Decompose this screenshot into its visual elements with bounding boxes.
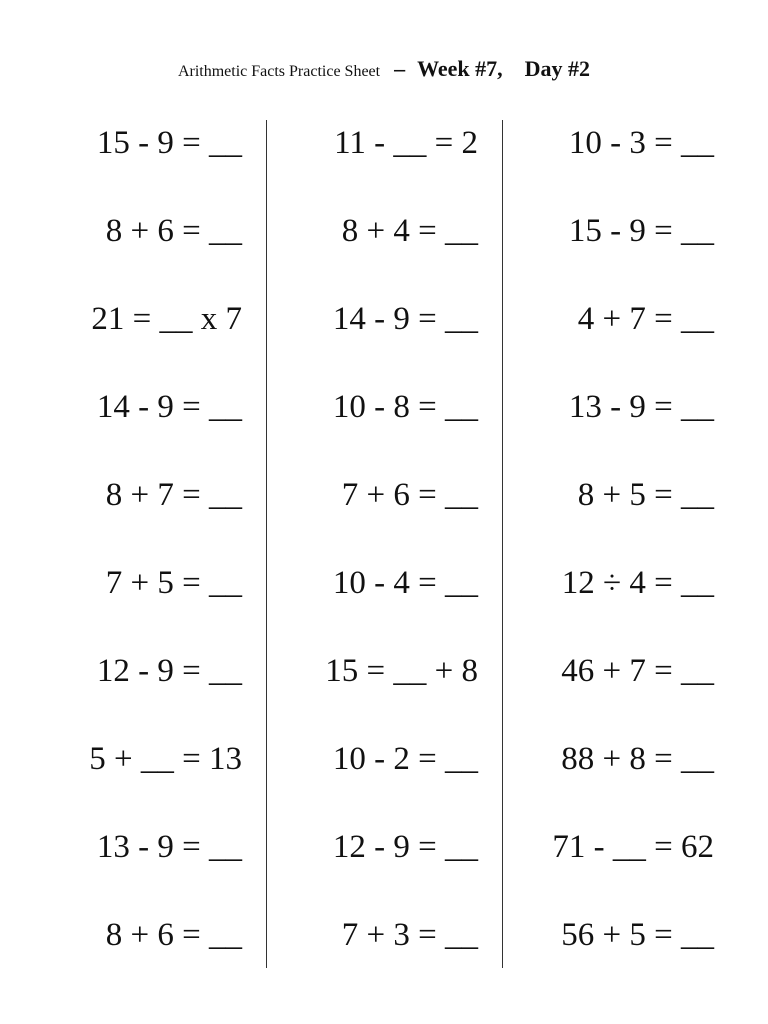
problem: 56 + 5 = __ — [561, 917, 714, 953]
problem: 13 - 9 = __ — [568, 389, 714, 425]
problem: 10 - 4 = __ — [332, 565, 478, 601]
worksheet-title: Arithmetic Facts Practice Sheet — [177, 63, 381, 80]
problem: 14 - 9 = __ — [96, 389, 242, 425]
problem: 12 - 9 = __ — [332, 829, 478, 865]
header-dash: – — [394, 56, 406, 81]
problem: 12 - 9 = __ — [96, 653, 242, 689]
problem: 8 + 6 = __ — [105, 213, 242, 249]
problem: 46 + 7 = __ — [561, 653, 714, 689]
problem: 10 - 8 = __ — [332, 389, 478, 425]
day-label: Day #2 — [524, 56, 591, 81]
problem-column-3 — [484, 118, 714, 998]
problem: 4 + 7 = __ — [577, 301, 714, 337]
problem-column-1 — [12, 118, 242, 998]
worksheet-header — [0, 56, 768, 82]
problem: 15 = __ + 8 — [325, 653, 478, 689]
problem: 12 ÷ 4 = __ — [561, 565, 714, 601]
problem: 13 - 9 = __ — [96, 829, 242, 865]
problem: 8 + 6 = __ — [105, 917, 242, 953]
problem: 11 - __ = 2 — [334, 125, 478, 161]
week-label: Week #7, — [417, 56, 503, 81]
problem: 7 + 3 = __ — [341, 917, 478, 953]
problem: 71 - __ = 62 — [552, 829, 714, 865]
problem: 8 + 5 = __ — [577, 477, 714, 513]
problem: 21 = __ x 7 — [91, 301, 242, 337]
problem: 8 + 4 = __ — [341, 213, 478, 249]
problem: 14 - 9 = __ — [332, 301, 478, 337]
problem-column-2 — [248, 118, 478, 998]
problem: 7 + 5 = __ — [105, 565, 242, 601]
problem: 15 - 9 = __ — [568, 213, 714, 249]
problem: 88 + 8 = __ — [561, 741, 714, 777]
problem: 8 + 7 = __ — [105, 477, 242, 513]
problem: 5 + __ = 13 — [89, 741, 242, 777]
problem: 7 + 6 = __ — [341, 477, 478, 513]
problem: 10 - 3 = __ — [568, 125, 714, 161]
problem: 10 - 2 = __ — [332, 741, 478, 777]
problem: 15 - 9 = __ — [96, 125, 242, 161]
